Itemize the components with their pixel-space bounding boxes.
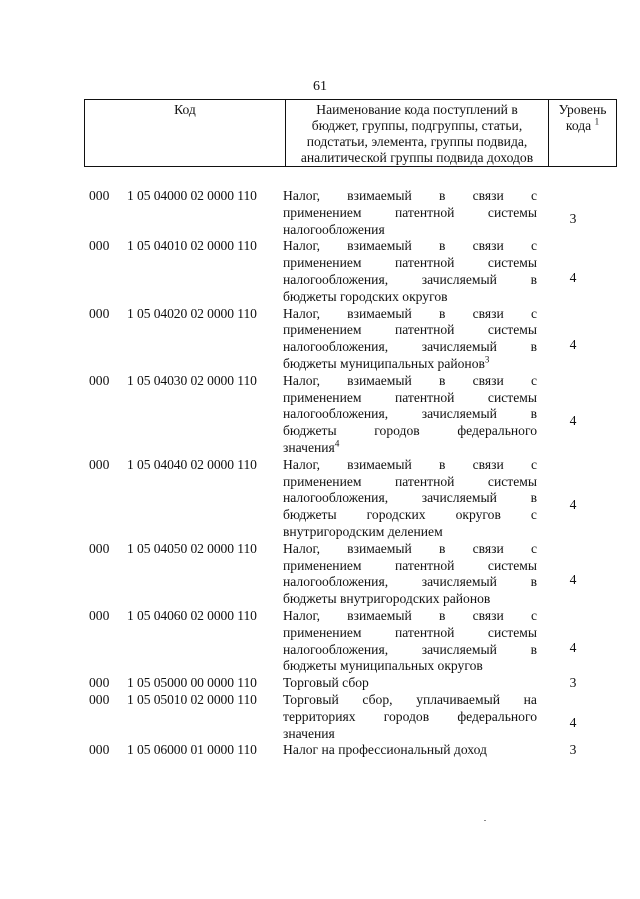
- row-name: [283, 188, 537, 238]
- row-code: 1 05 05010 02 0000 110: [127, 692, 257, 707]
- header-name-line: бюджет, группы, подгруппы, статьи,: [311, 118, 523, 133]
- row-level: 4: [569, 269, 577, 285]
- row-name: [283, 742, 537, 759]
- row-name-line: Налог, взимаемый в связи с: [283, 456, 537, 472]
- row-name: [283, 608, 537, 675]
- row-name-line: значения$^4$: [283, 438, 340, 455]
- table-row: [0, 541, 640, 608]
- row-code: 1 05 04010 02 0000 110: [127, 238, 257, 254]
- row-name-line: бюджеты городских округов: [283, 288, 448, 304]
- table-row: [0, 742, 640, 759]
- row-name-line: налогообложения, зачисляемый в: [283, 406, 537, 422]
- table-row: [0, 373, 640, 457]
- row-code: 1 05 04060 02 0000 110: [127, 608, 257, 623]
- footnote-marker: 3: [484, 354, 490, 365]
- row-code: 1 05 06000 01 0000 110: [127, 742, 257, 758]
- row-code: 1 05 05000 00 0000 110: [127, 675, 257, 691]
- header-level-line2: [551, 118, 614, 134]
- row-name-line: налогообложения: [283, 221, 385, 237]
- table-row: [0, 306, 640, 373]
- row-name-line: бюджеты внутригородских районов: [283, 591, 491, 607]
- row-level: 4: [569, 337, 577, 353]
- row-name-line: Налог на профессиональный доход: [283, 742, 487, 758]
- row-prefix: 000: [89, 305, 110, 321]
- row-name-line: применением патентной системы: [283, 624, 537, 640]
- header-name-line: подстатьи, элемента, группы подвида,: [306, 134, 528, 149]
- row-level: 3: [569, 742, 577, 758]
- table-row: [0, 608, 640, 675]
- row-prefix: 000: [89, 372, 110, 388]
- row-name-line: бюджеты муниципальных районов$^3$: [283, 354, 490, 371]
- footnote-marker: 4: [334, 438, 340, 449]
- row-name-line: Торговый сбор: [283, 675, 369, 691]
- row-name-line: Торговый сбор, уплачиваемый на: [283, 692, 537, 707]
- row-prefix: 000: [89, 188, 110, 203]
- row-name: [283, 306, 537, 373]
- table-row: [0, 238, 640, 305]
- row-name: [283, 457, 537, 541]
- row-prefix: 000: [89, 238, 110, 254]
- page-number: 61: [313, 79, 327, 94]
- header-level-line1: Уровень: [558, 102, 607, 117]
- row-prefix: 000: [89, 742, 110, 758]
- table-row: [0, 675, 640, 692]
- header-name-line: Наименование кода поступлений в: [316, 102, 518, 117]
- row-level: 4: [569, 639, 577, 655]
- row-name: [283, 692, 537, 742]
- row-name-line: значения: [283, 725, 335, 741]
- row-name-line: Налог, взимаемый в связи с: [283, 238, 537, 254]
- row-name-line: налогообложения, зачисляемый в: [283, 574, 537, 590]
- row-name-line: применением патентной системы: [283, 255, 537, 271]
- row-name-line: применением патентной системы: [283, 473, 537, 489]
- row-code: 1 05 04050 02 0000 110: [127, 540, 257, 556]
- row-name-line: налогообложения, зачисляемый в: [283, 641, 537, 657]
- row-name-line: Налог, взимаемый в связи с: [283, 540, 537, 556]
- row-name: [283, 675, 537, 692]
- row-name: [283, 541, 537, 608]
- row-name-line: Налог, взимаемый в связи с: [283, 305, 537, 321]
- row-level: 3: [569, 675, 577, 691]
- row-code: 1 05 04020 02 0000 110: [127, 305, 257, 321]
- row-name-line: налогообложения, зачисляемый в: [283, 490, 537, 506]
- row-name-line: Налог, взимаемый в связи с: [283, 608, 537, 623]
- header-level: [549, 100, 617, 167]
- row-name: [283, 238, 537, 305]
- row-name-line: Налог, взимаемый в связи с: [283, 188, 537, 203]
- table-row: [0, 457, 640, 541]
- footnote-marker: 1: [594, 116, 600, 127]
- row-name-line: налогообложения, зачисляемый в: [283, 271, 537, 287]
- header-code: Код: [85, 100, 286, 167]
- row-name-line: применением патентной системы: [283, 322, 537, 338]
- row-level: 4: [569, 496, 577, 512]
- row-name-line: бюджеты городских округов с: [283, 507, 537, 523]
- row-prefix: 000: [89, 456, 110, 472]
- row-name-line: Налог, взимаемый в связи с: [283, 372, 537, 388]
- row-code: 1 05 04030 02 0000 110: [127, 372, 257, 388]
- row-prefix: 000: [89, 675, 110, 691]
- row-level: 4: [569, 412, 577, 428]
- row-prefix: 000: [89, 540, 110, 556]
- row-name-line: применением патентной системы: [283, 389, 537, 405]
- scan-artifact: [484, 820, 486, 821]
- row-code: 1 05 04040 02 0000 110: [127, 456, 257, 472]
- table-header: [84, 99, 617, 167]
- row-level: 4: [569, 572, 577, 588]
- row-name-line: территориях городов федерального: [283, 708, 537, 724]
- row-level: 4: [569, 715, 577, 731]
- row-name-line: применением патентной системы: [283, 204, 537, 220]
- row-code: 1 05 04000 02 0000 110: [127, 188, 257, 203]
- row-name-line: бюджеты городов федерального: [283, 423, 537, 439]
- row-level: 3: [569, 211, 577, 227]
- row-prefix: 000: [89, 608, 110, 623]
- table-row: [0, 188, 640, 238]
- header-level-label: кода: [565, 118, 592, 133]
- header-name: [286, 100, 549, 167]
- row-name-line: налогообложения, зачисляемый в: [283, 339, 537, 355]
- row-name-line: внутригородским делением: [283, 523, 443, 539]
- header-name-line: аналитической группы подвида доходов: [300, 150, 534, 165]
- row-prefix: 000: [89, 692, 110, 707]
- row-name: [283, 373, 537, 457]
- row-name-line: применением патентной системы: [283, 557, 537, 573]
- row-name-line: бюджеты муниципальных округов: [283, 658, 483, 674]
- table-row: [0, 692, 640, 742]
